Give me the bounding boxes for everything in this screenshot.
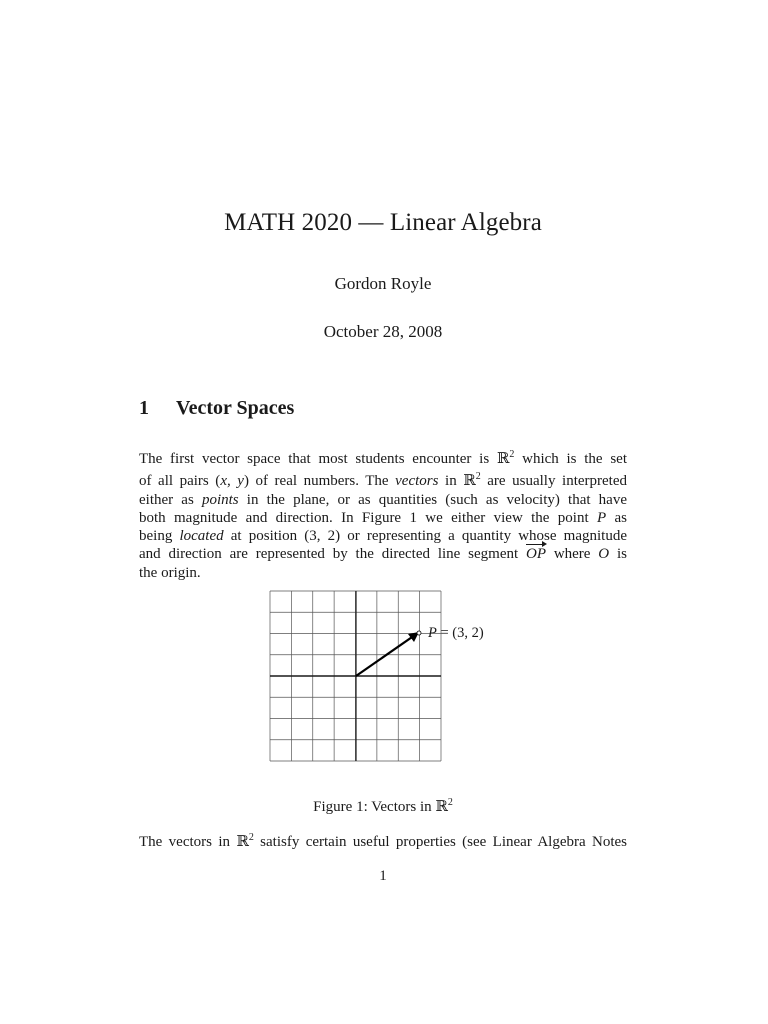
paragraph-properties [139,829,627,851]
text-run: are usually interpreted [480,473,627,490]
figure-caption [0,793,766,817]
text-run: is [609,546,627,563]
paragraph-line [139,468,627,490]
paragraph-vector-spaces [139,446,627,582]
author-name: Gordon Royle [334,274,432,293]
document-date: October 28, 2008 [323,322,443,341]
paragraph-line [139,545,627,563]
point-p-label: P = (3, 2) [428,625,484,641]
paragraph-line [139,446,627,468]
math-italic: P [596,509,607,526]
section-title: Vector Spaces [176,397,295,419]
text-run: and direction are represented by the directed line segment [139,546,526,563]
vector-op: OP [525,546,546,563]
math-italic: O [598,546,610,563]
caption-text: Figure 1: Vectors in ℝ [313,799,448,815]
paragraph-line [139,829,627,851]
point-p-marker [417,631,421,635]
text-run: either as [139,491,202,508]
paragraph-line [139,527,627,545]
document-title: MATH 2020 — Linear Algebra [224,209,542,236]
emphasis: located [179,528,224,545]
superscript: 2 [475,471,481,483]
text-run: both magnitude and direction. In Figure 1 we either view the point [139,509,597,526]
paragraph-line [139,509,627,527]
text-run: in the plane, or as quantities (such as velocity) that have [238,491,627,508]
emphasis: vectors [395,473,439,490]
vector-op-arrow [356,635,415,676]
text-run: being [139,528,180,545]
superscript: 2 [509,449,515,460]
text-run: The vectors in ℝ [139,834,249,850]
text-run: which is the set [514,451,627,467]
text-run: ) of real numbers. The [243,473,396,490]
emphasis: points [201,491,239,508]
text-run: in ℝ [438,473,476,490]
section-heading [139,395,294,421]
text-run: The first vector space that most students encounter is ℝ [139,451,510,467]
superscript: 2 [447,797,453,808]
superscript: 2 [248,832,254,843]
vector-grid-figure [268,589,508,765]
text-run: the origin. [139,564,201,581]
page-number: 1 [379,868,387,884]
text-run: satisfy certain useful properties (see Linear Algebra Notes [253,834,627,850]
text-run: as [606,509,627,526]
text-run: at position (3, 2) or representing a quantity whose magnitude [223,528,628,545]
paragraph-line [139,564,627,582]
text-run: of all pairs ( [139,473,221,490]
math-italic: x, y [220,473,244,490]
paragraph-line [139,491,627,509]
text-run: where [545,546,599,563]
section-number: 1 [139,397,149,419]
